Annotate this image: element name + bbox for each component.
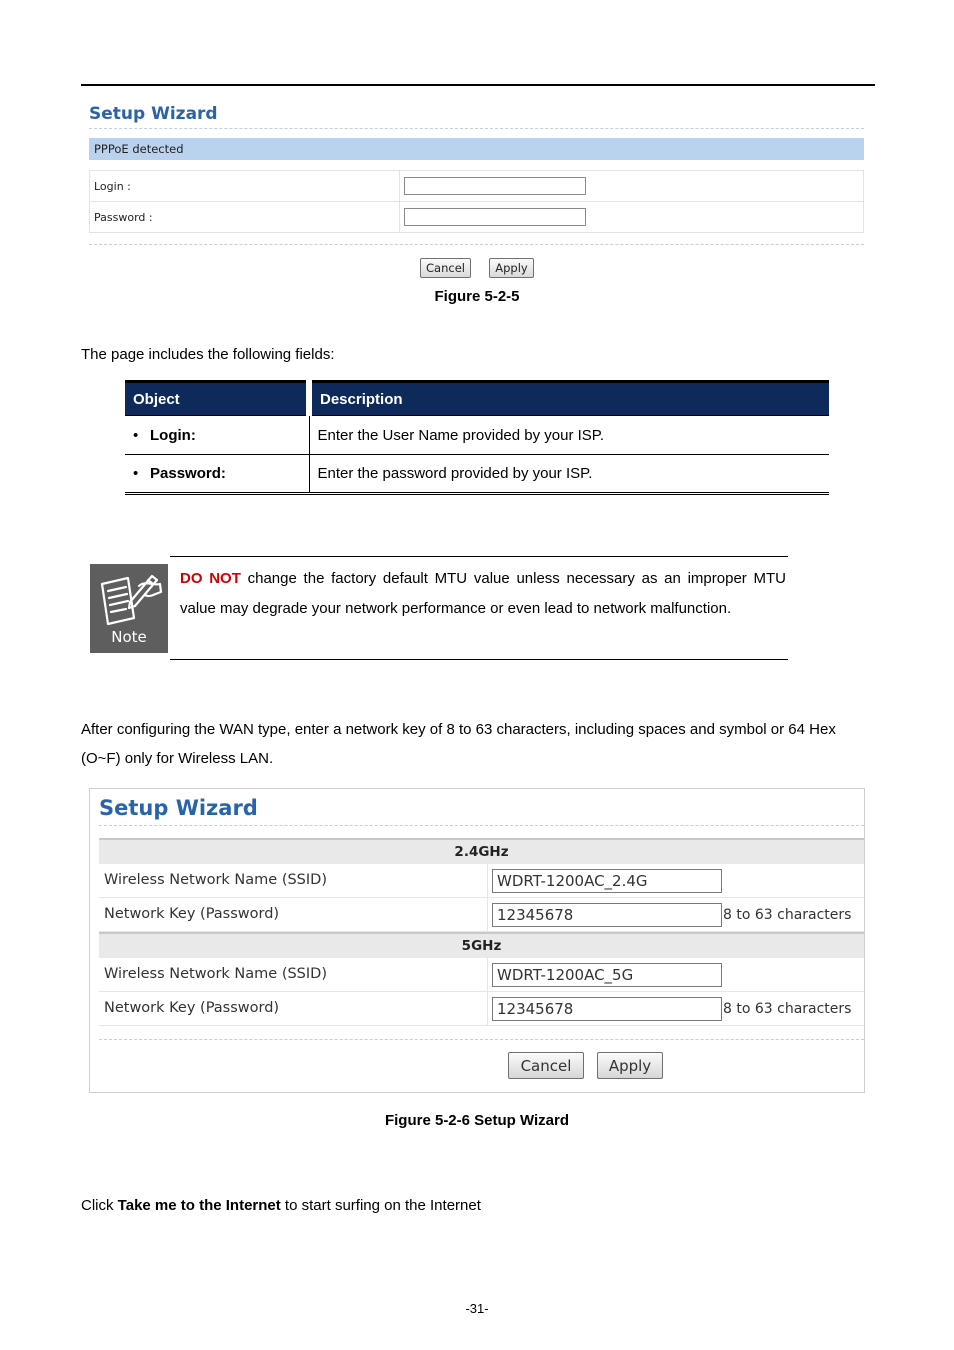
ssid-row-2g <box>99 864 864 898</box>
note-emphasis: DO NOT <box>180 570 241 587</box>
key-hint: 8 to 63 characters <box>723 907 852 923</box>
divider <box>99 825 864 826</box>
note-rule <box>170 556 788 557</box>
cancel-button[interactable]: Cancel <box>508 1052 584 1079</box>
column-divider <box>487 958 488 991</box>
password-row <box>90 202 864 233</box>
cancel-button[interactable]: Cancel <box>420 258 471 278</box>
ssid-input-2g[interactable]: WDRT-1200AC_2.4G <box>492 869 722 893</box>
divider <box>89 128 864 129</box>
object-cell <box>125 416 309 455</box>
object-text: Login: <box>150 426 196 444</box>
object-text: Password: <box>150 465 226 482</box>
key-input-5g[interactable]: 12345678 <box>492 997 722 1021</box>
password-cell <box>400 202 864 233</box>
key-row-5g <box>99 992 864 1026</box>
password-input[interactable] <box>404 208 586 226</box>
table-row <box>125 416 829 455</box>
apply-button[interactable]: Apply <box>489 258 534 278</box>
description-cell: Enter the User Name provided by your ISP. <box>309 416 829 455</box>
bullet-icon: • <box>133 426 139 444</box>
final-instruction <box>81 1191 481 1220</box>
login-cell <box>400 171 864 202</box>
band-header-5g: 5GHz <box>99 932 864 958</box>
note-pencil-icon <box>90 564 168 626</box>
fields-table <box>125 380 829 495</box>
password-label: Password : <box>90 202 400 233</box>
key-label: Network Key (Password) <box>104 1000 280 1016</box>
divider <box>89 244 864 245</box>
header-rule <box>81 84 875 86</box>
note-body: change the factory default MTU value unless necessary as an improper MTU value may degrade your network performance or even lead to network malfunction. <box>180 570 786 617</box>
login-row <box>90 171 864 202</box>
ssid-row-5g <box>99 958 864 992</box>
apply-button[interactable]: Apply <box>597 1052 663 1079</box>
column-divider <box>487 864 488 897</box>
wan-paragraph: After configuring the WAN type, enter a network key of 8 to 63 characters, including spaces and symbol or 64 Hex (O~F) only for Wireless LAN. <box>81 721 836 767</box>
ssid-label: Wireless Network Name (SSID) <box>104 966 327 982</box>
object-cell <box>125 455 309 494</box>
description-header: Description <box>309 382 829 416</box>
key-input-2g[interactable]: 12345678 <box>492 903 722 927</box>
final-suffix: to start surfing on the Internet <box>280 1197 481 1214</box>
key-row-2g <box>99 898 864 932</box>
key-hint: 8 to 63 characters <box>723 1001 852 1017</box>
key-label: Network Key (Password) <box>104 906 280 922</box>
intro-text: The page includes the following fields: <box>81 346 335 363</box>
bullet-icon: • <box>133 465 139 482</box>
table-row <box>125 455 829 494</box>
figure-caption: Figure 5-2-6 Setup Wizard <box>384 1112 570 1129</box>
divider <box>99 1039 864 1040</box>
login-input[interactable] <box>404 177 586 195</box>
note-rule <box>170 659 788 660</box>
ssid-input-5g[interactable]: WDRT-1200AC_5G <box>492 963 722 987</box>
note-label: Note <box>111 628 147 646</box>
object-header: Object <box>125 382 309 416</box>
pppoe-detected-banner: PPPoE detected <box>89 138 864 160</box>
pppoe-form <box>89 170 864 233</box>
column-divider <box>487 992 488 1025</box>
take-me-to-internet-text: Take me to the Internet <box>117 1197 281 1214</box>
figure-caption: Figure 5-2-5 <box>434 288 520 305</box>
setup-wizard-title: Setup Wizard <box>89 104 218 124</box>
note-text <box>180 564 786 623</box>
band-header-2g: 2.4GHz <box>99 838 864 864</box>
final-prefix: Click <box>81 1197 118 1214</box>
login-label: Login : <box>90 171 400 202</box>
description-cell: Enter the password provided by your ISP. <box>309 455 829 494</box>
ssid-label: Wireless Network Name (SSID) <box>104 872 327 888</box>
setup-wizard-title: Setup Wizard <box>99 796 258 820</box>
page-number: -31- <box>465 1301 489 1316</box>
column-divider <box>487 898 488 931</box>
table-header-row <box>125 382 829 416</box>
